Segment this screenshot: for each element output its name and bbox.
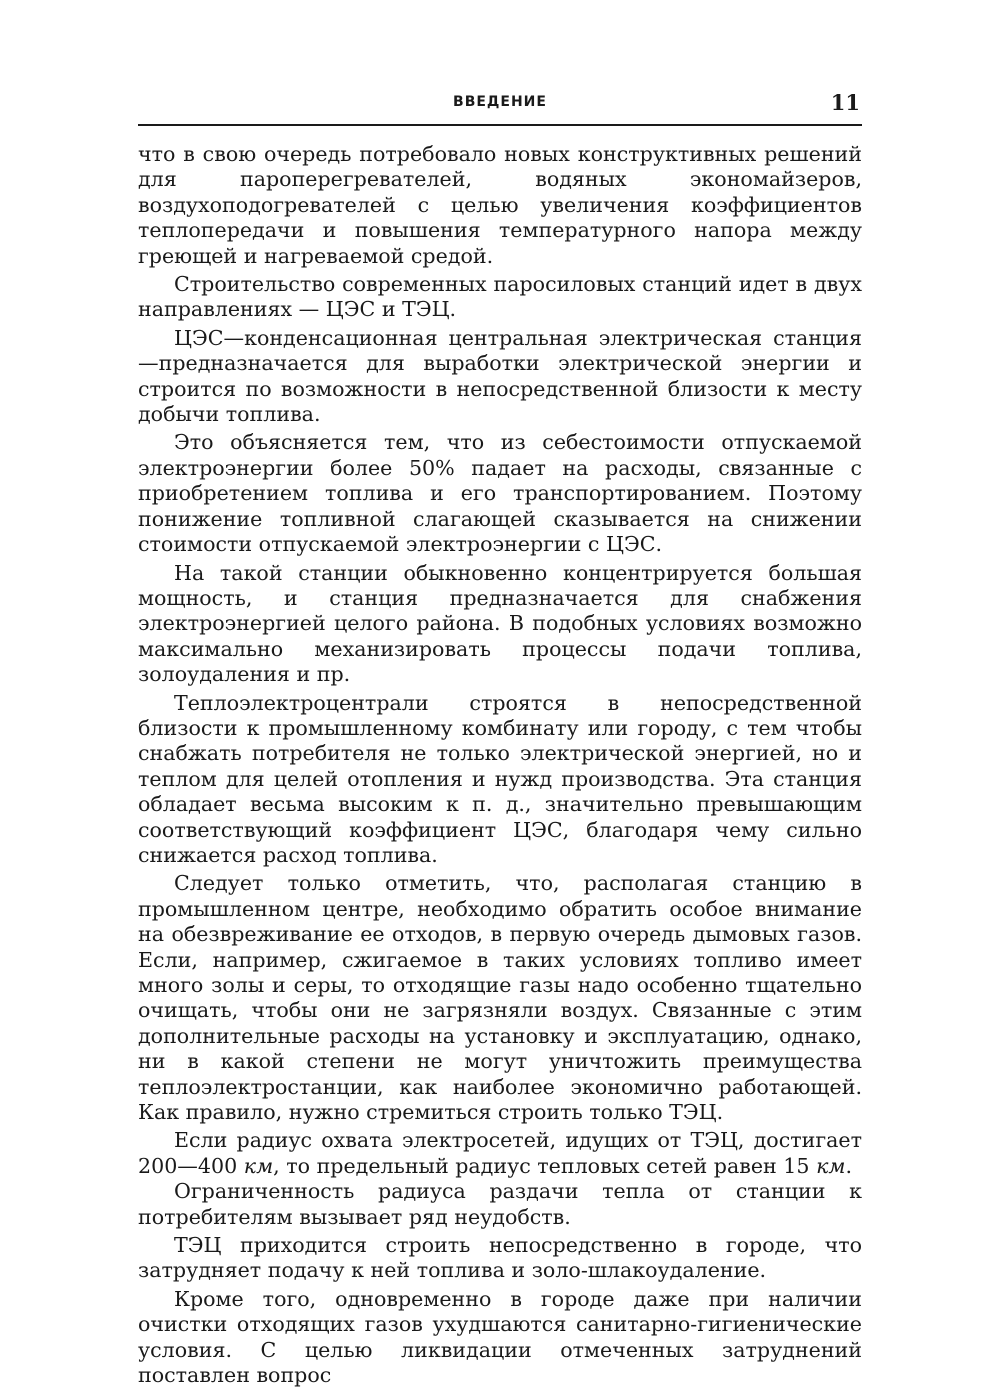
unit-km: км (816, 1153, 846, 1178)
running-title: ВВЕДЕНИЕ (453, 94, 547, 110)
paragraph: ТЭЦ приходится строить непосредственно в городе, что затрудняет подачу к ней топлива и золо-шлакоудаление. (138, 1233, 862, 1283)
paragraph: Ограниченность радиуса раздачи тепла от станции к потребителям вызывает ряд неудобств. (138, 1179, 862, 1229)
body-text (138, 142, 862, 1389)
paragraph: Следует только отметить, что, располагая станцию в промышленном центре, необходимо обратить особое внимание на обезвреживание ее отходов, в первую очередь дымовых газов. Если, например, сжигаемое в таких условиях топливо имеет много золы и серы, то отходящие газы надо особенно тщательно очищать, чтобы они не загрязняли воздух. Связанные с этим дополнительные расходы на установку и эксплуатацию, однако, ни в какой степени не могут уничтожить преимущества теплоэлектростанции, как наиболее экономично работающей. Как правило, нужно стремиться строить только ТЭЦ. (138, 871, 862, 1125)
header-rule (138, 124, 862, 126)
paragraph-text: . (845, 1153, 852, 1178)
unit-km: км (243, 1153, 274, 1178)
paragraph: Кроме того, одновременно в городе даже при наличии очистки отходящих газов ухудшаются санитарно-гигиенические условия. С целью ликвидации отмеченных затруднений поставлен вопрос (138, 1286, 862, 1388)
paragraph: ЦЭС—конденсационная центральная электрическая станция—предназначается для выработки электрической энергии и строится по возможности в непосредственной близости к месту добычи топлива. (138, 325, 862, 427)
page-number: 11 (830, 90, 860, 115)
paragraph-text: , то предельный радиус тепловых сетей равен 15 (273, 1153, 817, 1178)
running-head (138, 86, 862, 120)
paragraph: На такой станции обыкновенно концентрируется большая мощность, и станция предназначается для снабжения электроэнергией целого района. В подобных условиях возможно максимально механизировать процессы подачи топлива, золоудаления и пр. (138, 560, 862, 687)
paragraph: Теплоэлектроцентрали строятся в непосредственной близости к промышленному комбинату или городу, с тем чтобы снабжать потребителя не только электрической энергией, но и теплом для целей отопления и нужд производства. Эта станция обладает весьма высоким к п. д., значительно превышающим соответствующий коэффициент ЦЭС, благодаря чему сильно снижается расход топлива. (138, 690, 862, 867)
paragraph-text: Если радиус охвата электросетей, идущих от ТЭЦ, достигает 200—400 (138, 1128, 862, 1178)
paragraph: Это объясняется тем, что из себестоимости отпускаемой электроэнергии более 50% падает на расходы, связанные с приобретением топлива и его транспортированием. Поэтому понижение топливной слагающей сказывается на снижении стоимости отпускаемой электроэнергии с ЦЭС. (138, 430, 862, 557)
paragraph: что в свою очередь потребовало новых конструктивных решений для пароперегревателей, водяных экономайзеров, воздухоподогревателей с целью увеличения коэффициентов теплопередачи и повышения температурного напора между греющей и нагреваемой средой. (138, 142, 862, 268)
paragraph-radius (138, 1128, 862, 1179)
paragraph: Строительство современных паросиловых станций идет в двух направлениях — ЦЭС и ТЭЦ. (138, 272, 862, 322)
